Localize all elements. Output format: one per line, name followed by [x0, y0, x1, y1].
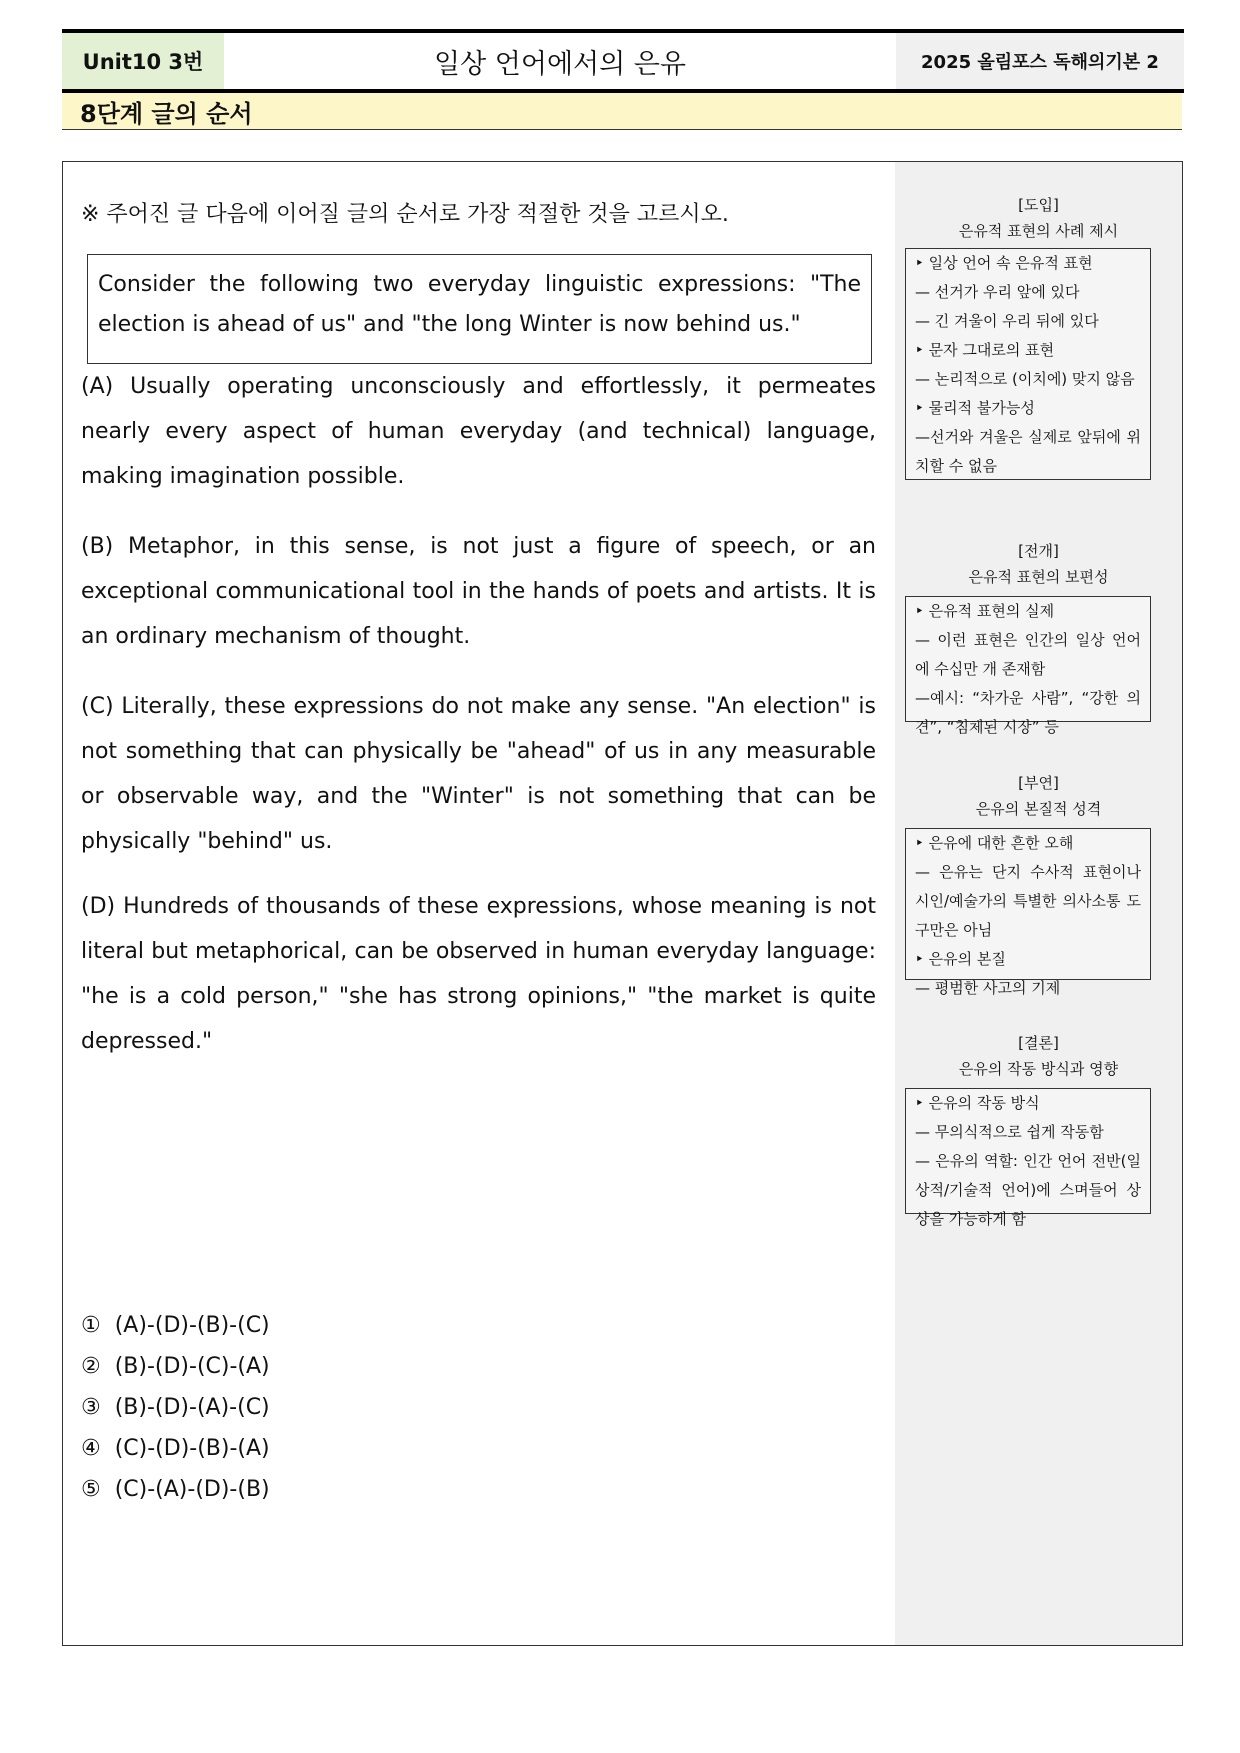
sidebar-line: — 논리적으로 (이치에) 맞지 않음: [915, 370, 1135, 388]
answer-options: [81, 1305, 270, 1510]
sidebar-line: — 긴 겨울이 우리 뒤에 있다: [915, 312, 1099, 330]
book-title: 2025 올림포스 독해의기본 2: [896, 33, 1184, 89]
summary-sidebar: [895, 162, 1182, 1645]
question-frame: [62, 161, 1183, 1646]
sidebar-line: — 평범한 사고의 기제: [915, 979, 1061, 997]
sidebar-conclusion-label: [결론]: [1018, 1034, 1059, 1052]
sidebar-line: — 은유의 역할: 인간 언어 전반(일상적/기술적 언어)에 스며들어 상상을 가능하게 함: [915, 1152, 1141, 1228]
sidebar-conclusion-subtitle: 은유의 작동 방식과 영향: [958, 1060, 1119, 1078]
paragraph-a: (A) Usually operating unconsciously and effortlessly, it permeates nearly every aspect of human everyday (and technical) language, making imagination possible.: [81, 374, 876, 489]
sidebar-line: — 이런 표현은 인간의 일상 언어에 수십만 개 존재함: [915, 631, 1141, 678]
stage-title: 8단계 글의 순서: [62, 93, 1182, 130]
sidebar-line: ‣ 은유의 본질: [915, 950, 1006, 968]
sidebar-intro-subtitle: 은유적 표현의 사례 제시: [958, 222, 1119, 240]
sidebar-line: ‣ 은유의 작동 방식: [915, 1094, 1040, 1112]
sidebar-line: ‣ 은유에 대한 흔한 오해: [915, 834, 1074, 852]
sidebar-line: —예시: “차가운 사람”, “강한 의견”, “침체된 시장” 등: [915, 689, 1141, 736]
sidebar-line: ‣ 물리적 불가능성: [915, 399, 1035, 417]
unit-label: Unit10 3번: [62, 33, 224, 89]
page-header: [62, 33, 1184, 89]
sidebar-develop-label: [전개]: [1018, 542, 1059, 560]
option-1[interactable]: ① (A)-(D)-(B)-(C): [81, 1313, 270, 1338]
option-2[interactable]: ② (B)-(D)-(C)-(A): [81, 1354, 270, 1379]
question-instruction: ※ 주어진 글 다음에 이어질 글의 순서로 가장 적절한 것을 고르시오.: [81, 202, 729, 227]
sidebar-elaborate-subtitle: 은유의 본질적 성격: [975, 800, 1102, 818]
sidebar-line: ‣ 일상 언어 속 은유적 표현: [915, 254, 1093, 272]
given-passage: Consider the following two everyday linguistic expressions: "The election is ahead of us" and "the long Winter is now behind us.": [87, 254, 872, 364]
sidebar-line: — 무의식적으로 쉽게 작동함: [915, 1123, 1104, 1141]
paragraph-b: (B) Metaphor, in this sense, is not just a figure of speech, or an exceptional communicational tool in the hands of poets and artists. It is an ordinary mechanism of thought.: [81, 534, 876, 649]
sidebar-line: — 선거가 우리 앞에 있다: [915, 283, 1080, 301]
sidebar-elaborate-label: [부연]: [1018, 774, 1059, 792]
sidebar-intro-box: [905, 248, 1151, 480]
sidebar-develop-subtitle: 은유적 표현의 보편성: [968, 568, 1109, 586]
sidebar-line: ‣ 은유적 표현의 실제: [915, 602, 1055, 620]
sidebar-conclusion-box: [905, 1088, 1151, 1228]
option-4[interactable]: ④ (C)-(D)-(B)-(A): [81, 1436, 270, 1461]
sidebar-line: — 은유는 단지 수사적 표현이나 시인/예술가의 특별한 의사소통 도구만은 아님: [915, 863, 1141, 939]
sidebar-line: —선거와 겨울은 실제로 앞뒤에 위치할 수 없음: [915, 428, 1141, 475]
paragraph-c: (C) Literally, these expressions do not make any sense. "An election" is not something that can physically be "ahead" of us in any measurable or observable way, and the "Winter" is not something that can be physically "behind" us.: [81, 694, 876, 854]
sidebar-intro-label: [도입]: [1018, 196, 1059, 214]
option-3[interactable]: ③ (B)-(D)-(A)-(C): [81, 1395, 270, 1420]
paragraph-d: (D) Hundreds of thousands of these expressions, whose meaning is not literal but metaphorical, can be observed in human everyday language: "he is a cold person," "she has strong opinions," "the market is quite depressed.": [81, 894, 876, 1054]
sidebar-elaborate-box: [905, 828, 1151, 997]
sidebar-line: ‣ 문자 그대로의 표현: [915, 341, 1055, 359]
page-title: 일상 언어에서의 은유: [224, 33, 896, 89]
sidebar-develop-box: [905, 596, 1151, 736]
option-5[interactable]: ⑤ (C)-(A)-(D)-(B): [81, 1477, 270, 1502]
